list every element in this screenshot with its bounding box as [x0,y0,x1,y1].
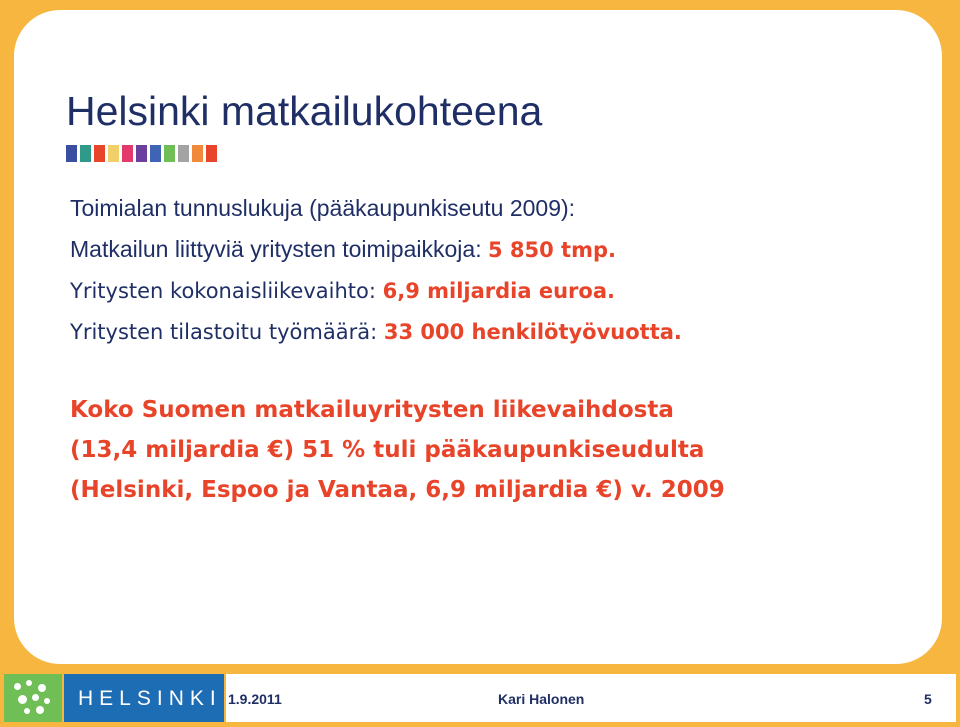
slide [14,10,942,664]
stats-workload-label: Yritysten tilastoitu työmäärä: [70,320,384,344]
color-strip-square [66,145,77,162]
slide-title: Helsinki matkailukohteena [66,88,543,134]
summary-line: Koko Suomen matkailuyritysten liikevaihdosta [70,397,674,423]
stats-line-revenue [70,271,682,312]
color-strip-square [94,145,105,162]
stats-revenue-value: 6,9 miljardia euroa. [382,279,615,303]
footer-info-bar [226,674,956,722]
color-strip-square [206,145,217,162]
color-strip-square [178,145,189,162]
footer-page-number: 5 [924,691,932,707]
helsinki-logo-text: HELSINKI [78,687,222,710]
helsinki-logo-mark-icon [4,674,62,722]
stats-workload-value: 33 000 henkilötyövuotta. [383,320,682,344]
color-strip-square [80,145,91,162]
summary-line: (Helsinki, Espoo ja Vantaa, 6,9 miljardia €) v. 2009 [70,477,725,503]
stats-locations-label: Matkailun liittyviä yritysten toimipaikkoja: [70,236,488,262]
stats-locations-value: 5 850 tmp. [487,238,616,262]
color-strip-square [136,145,147,162]
summary-line: (13,4 miljardia €) 51 % tuli pääkaupunkiseudulta [70,437,705,463]
footer-date: 1.9.2011 [228,691,282,707]
footer-author: Kari Halonen [498,691,585,707]
footer [0,670,960,727]
color-strip-square [164,145,175,162]
color-strip-square [122,145,133,162]
stats-line-locations [70,229,682,271]
summary-block [70,390,725,510]
helsinki-logo-bar [64,674,224,722]
stats-block [70,188,682,353]
color-strip-square [192,145,203,162]
color-strip-square [108,145,119,162]
stats-revenue-label: Yritysten kokonaisliikevaihto: [70,279,383,303]
color-strip [66,145,217,162]
stats-line-workload [70,312,682,353]
stats-intro: Toimialan tunnuslukuja (pääkaupunkiseutu 2009): [70,195,576,221]
color-strip-square [150,145,161,162]
